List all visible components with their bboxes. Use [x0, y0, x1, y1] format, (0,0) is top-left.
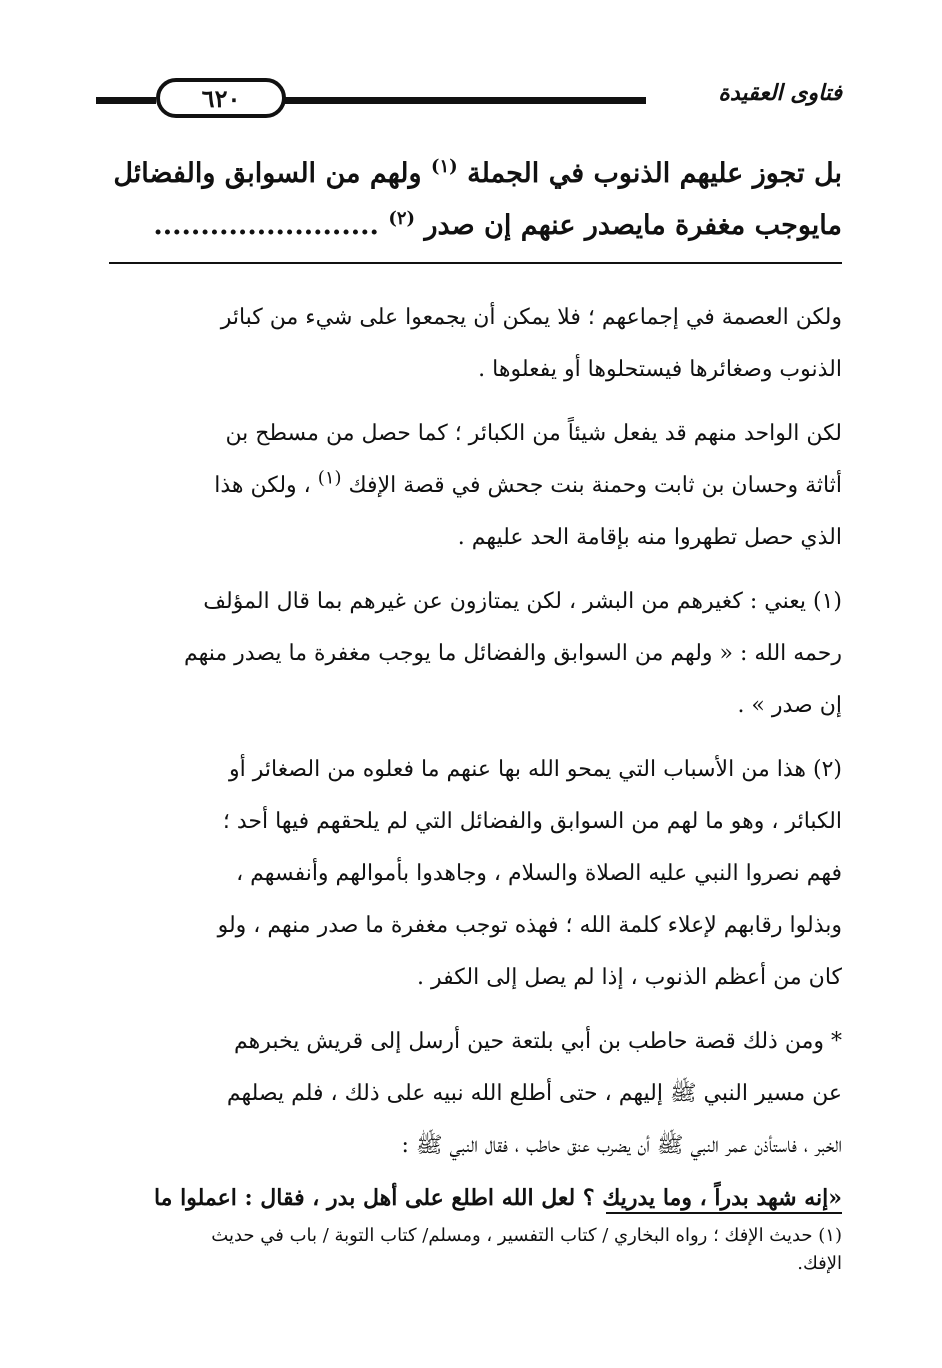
footnote-marker: (١): [317, 467, 342, 489]
paragraph: لكن الواحد منهم قد يفعل شيئاً من الكبائر ؛ كما حصل من مسطح بن أثاثة وحسان بن ثابت وحمنة بنت جحش في قصة الإفك $^{(١)}$ ، ولكن هذا الذي حصل تطهروا منه بإقامة الحد عليهم .: [214, 421, 842, 550]
page-number: ٦٢٠: [156, 78, 286, 118]
paragraph: (١) يعني : كغيرهم من البشر ، لكن يمتازون عن غيرهم بما قال المؤلف رحمه الله : « ولهم من السوابق والفضائل ما يوجب مغفرة ما يصدر منهم إن صدر » .: [183, 589, 842, 718]
paragraph: ولكن العصمة في إجماعهم ؛ فلا يمكن أن يجمعوا على شيء من كبائر الذنوب وصغائرها فيستحلوها أو يفعلوها .: [220, 305, 842, 382]
footnote: (١) حديث الإفك ؛ رواه البخاري / كتاب التفسير ، ومسلم/ كتاب التوبة / باب في حديث الإفك.: [211, 1225, 842, 1274]
matn-line-1: بل تجوز عليهم الذنوب في الجملة $^{(١)}$ ولهم من السوابق والفضائل: [113, 156, 842, 189]
footnote-rule: [606, 1212, 842, 1214]
page-header: [96, 78, 842, 124]
paragraph: (٢) هذا من الأسباب التي يمحو الله بها عنهم ما فعلوه من الصغائر أو الكبائر ، وهو ما لهم من السوابق والفضائل التي لم يلحقهم فيها أحد ؛ فهم نصروا النبي عليه الصلاة والسلام ، وجاهدوا بأموالهم وأنفسهم ، وبذلوا رقابهم لإعلاء كلمة الله ؛ فهذه توجب مغفرة ما صدر منهم ، ولو كان من أعظم الذنوب ، إذا لم يصل إلى الكفر .: [217, 757, 842, 990]
matn-divider: [109, 262, 842, 264]
paragraph: * ومن ذلك قصة حاطب بن أبي بلتعة حين أرسل إلى قريش يخبرهم عن مسير النبي ﷺ إليهم ، حتى أطلع الله نبيه على ذلك ، فلم يصلهم الخبر ، فاستأذن عمر النبي ﷺ أن يضرب عنق حاطب ، فقال النبي ﷺ : «إنه شهد بدراً ، وما يدريك ؟ لعل الله اطلع على أهل بدر ، فقال : اعملوا ما: [153, 1029, 842, 1211]
matn-text: [100, 148, 842, 252]
book-title: فتاوى العقيدة: [718, 80, 842, 106]
footnote-marker: (٢): [388, 208, 416, 229]
header-rule: [226, 97, 646, 104]
commentary-body: [100, 292, 842, 1236]
matn-line-2: مايوجب مغفرة مايصدر عنهم إن صدر $^{(٢)}$ ........................: [153, 208, 842, 241]
footnote-marker: (١): [430, 156, 458, 177]
header-rule-end: [96, 97, 156, 104]
